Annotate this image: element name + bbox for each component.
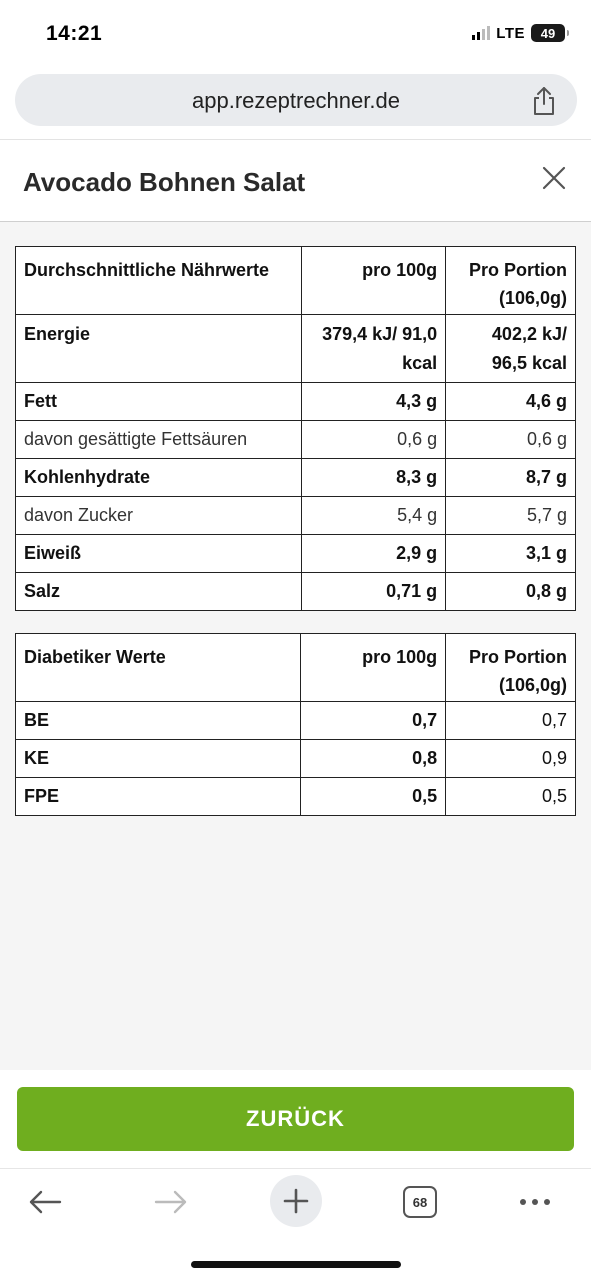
diabetic-header-label: Diabetiker Werte: [16, 634, 301, 702]
row-per100: 0,8: [301, 740, 446, 778]
table-row: [16, 459, 576, 497]
table-row: [16, 778, 576, 816]
row-per100: 4,3 g: [301, 383, 446, 421]
diabetic-header-row: [16, 634, 576, 702]
row-per100: 0,6 g: [301, 421, 446, 459]
table-row: [16, 383, 576, 421]
row-portion: 0,6 g: [446, 421, 576, 459]
diabetic-header-per100: pro 100g: [301, 634, 446, 702]
table-row: [16, 535, 576, 573]
row-portion: 3,1 g: [446, 535, 576, 573]
table-row: [16, 315, 576, 383]
modal-content: [0, 222, 591, 1070]
row-label: davon Zucker: [16, 497, 302, 535]
row-label: KE: [16, 740, 301, 778]
modal-header: [0, 141, 591, 222]
row-portion: 0,9: [446, 740, 576, 778]
plus-icon: [283, 1188, 309, 1214]
table-row: [16, 421, 576, 459]
browser-address-area: [0, 64, 591, 140]
address-bar[interactable]: [15, 74, 577, 126]
back-button[interactable]: ZURÜCK: [17, 1087, 574, 1151]
recipe-title: Avocado Bohnen Salat: [23, 167, 306, 197]
home-indicator[interactable]: [191, 1261, 401, 1268]
row-per100: 2,9 g: [301, 535, 446, 573]
row-label: davon gesättigte Fettsäuren: [16, 421, 302, 459]
row-label: Eiweiß: [16, 535, 302, 573]
share-icon[interactable]: [531, 86, 557, 116]
row-per100: 8,3 g: [301, 459, 446, 497]
browser-back-button[interactable]: [22, 1177, 68, 1227]
close-icon[interactable]: [541, 165, 567, 191]
new-tab-button[interactable]: [270, 1175, 322, 1227]
battery-icon: 49: [531, 24, 565, 42]
arrow-left-icon: [28, 1189, 62, 1215]
url-text[interactable]: app.rezeptrechner.de: [192, 88, 400, 113]
table-row: [16, 740, 576, 778]
row-portion: 0,7: [446, 702, 576, 740]
row-label: Energie: [16, 315, 302, 383]
row-per100: 0,7: [301, 702, 446, 740]
row-portion: 402,2 kJ/ 96,5 kcal: [446, 315, 576, 383]
arrow-right-icon: [154, 1189, 188, 1215]
diabetic-header-portion: Pro Portion (106,0g): [446, 634, 576, 702]
row-label: Salz: [16, 573, 302, 611]
browser-forward-button[interactable]: [148, 1177, 194, 1227]
nutrition-table: [15, 246, 576, 611]
row-portion: 8,7 g: [446, 459, 576, 497]
row-per100: 0,71 g: [301, 573, 446, 611]
tabs-button[interactable]: [400, 1177, 440, 1227]
ellipsis-icon: [520, 1199, 550, 1205]
table-row: [16, 573, 576, 611]
table-row: [16, 497, 576, 535]
tabs-count: 68: [403, 1186, 437, 1218]
browser-toolbar: [0, 1168, 591, 1280]
row-portion: 0,8 g: [446, 573, 576, 611]
status-bar: [0, 0, 591, 64]
row-per100: 379,4 kJ/ 91,0 kcal: [301, 315, 446, 383]
row-portion: 5,7 g: [446, 497, 576, 535]
network-type: LTE: [496, 24, 525, 42]
diabetic-table: [15, 633, 576, 816]
row-per100: 0,5: [301, 778, 446, 816]
status-indicators: [472, 24, 565, 42]
more-menu-button[interactable]: [512, 1177, 558, 1227]
signal-icon: [472, 26, 490, 40]
row-portion: 4,6 g: [446, 383, 576, 421]
status-time: 14:21: [46, 22, 103, 45]
row-label: BE: [16, 702, 301, 740]
row-label: FPE: [16, 778, 301, 816]
table-row: [16, 702, 576, 740]
row-label: Fett: [16, 383, 302, 421]
nutrition-header-row: [16, 247, 576, 315]
modal-footer: [0, 1070, 591, 1168]
row-per100: 5,4 g: [301, 497, 446, 535]
nutrition-header-portion: Pro Portion (106,0g): [446, 247, 576, 315]
row-portion: 0,5: [446, 778, 576, 816]
row-label: Kohlenhydrate: [16, 459, 302, 497]
nutrition-header-label: Durchschnittliche Nährwerte: [16, 247, 302, 315]
nutrition-header-per100: pro 100g: [301, 247, 446, 315]
